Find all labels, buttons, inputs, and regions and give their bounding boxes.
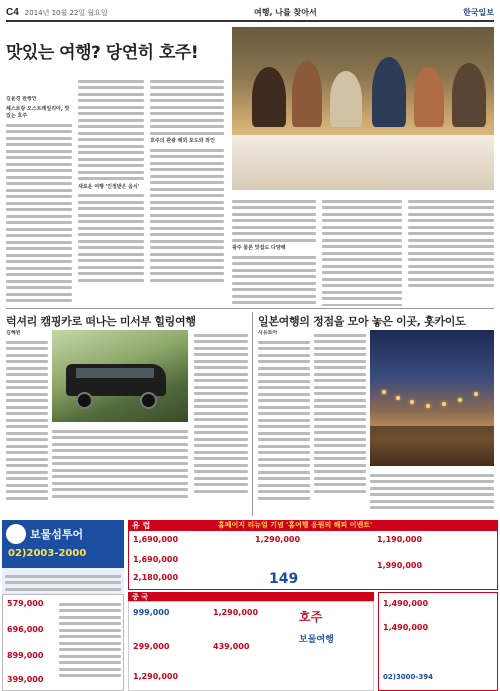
article1-col4 [232, 196, 316, 306]
right-ad-grid: 1,490,000 1,490,000 02)3000-394 [378, 592, 498, 691]
europe-band[interactable] [128, 520, 498, 530]
article3-title: 일본여행의 정점을 모아 놓은 이곳, 홋카이도 [258, 315, 466, 328]
article2-col3 [194, 330, 248, 516]
china-label: 중 국 [132, 593, 148, 601]
page-header [6, 5, 494, 22]
camping-car-photo [52, 330, 188, 422]
page-date: 2014년 10월 22일 월요일 [24, 8, 108, 17]
article3-col1 [258, 330, 310, 516]
article2-col1 [6, 330, 48, 516]
article2-byline: 김혜원 [6, 330, 21, 336]
article1-col5 [322, 196, 402, 306]
brand-logo: 한국일보 [463, 8, 494, 17]
article1-subhead3: 호주의 관광 해외 포도와 와인 [150, 138, 215, 144]
ad-section [0, 520, 500, 691]
tour-ad-list: 579,000 696,000 899,000 399,000 [2, 594, 124, 691]
phone-2: 02)3000-394 [383, 673, 433, 681]
china-ad-grid: 999,000 1,290,000 299,000 439,000 1,290,000 호주 보물여행 [128, 601, 374, 691]
box-label: 보물여행 [299, 635, 334, 645]
article1-subhead4: 광주 물론 맛집도 다양해 [232, 245, 286, 251]
page-number: C4 [6, 7, 19, 18]
tour-ad-sub [2, 568, 124, 594]
china-band[interactable] [128, 592, 374, 601]
article3-byline: 사유토아 [258, 330, 278, 336]
europe-ad-grid: 1,690,000 1,290,000 1,190,000 1,690,000 2,180,000 1,990,000 149 [128, 530, 498, 590]
column-divider [252, 312, 253, 516]
hojoo-label: 호주 [299, 610, 323, 624]
article3-col3 [370, 470, 494, 516]
divider [6, 308, 494, 309]
europe-promo: 홈페이지 리뉴얼 기념 '홈여행 응원의 해피 이벤트' [218, 521, 373, 529]
article1-col6 [408, 196, 494, 306]
tour-ad-block[interactable] [2, 520, 124, 568]
tour-name: 보물섬투어 [30, 528, 84, 541]
article1-col1 [6, 96, 72, 306]
article3-col2 [314, 330, 366, 516]
dinner-party-photo [232, 27, 494, 190]
europe-label: 유 럽 [132, 521, 151, 530]
article2-col2 [52, 426, 188, 516]
article1-col2 [78, 76, 144, 306]
article1-title: 맛있는 여행? 당연히 호주! [6, 43, 199, 63]
section-title: 여행, 나를 찾아서 [254, 8, 317, 17]
article2-title: 럭셔리 캠핑카로 떠나는 미서부 힐링여행 [6, 315, 196, 328]
article1-subhead2: 새로운 여행 '인정받은 음식' [78, 183, 140, 190]
article1-byline: 김윤경 판쌍인 [6, 96, 37, 102]
tour-phone: 02)2003-2000 [8, 548, 87, 559]
dinner-table [232, 135, 494, 190]
article1-col3 [150, 76, 224, 306]
hokkaido-festival-photo [370, 330, 494, 466]
article1-subhead1: 체스토랑 오스트레일리아, 맛있는 호주 [6, 106, 70, 119]
